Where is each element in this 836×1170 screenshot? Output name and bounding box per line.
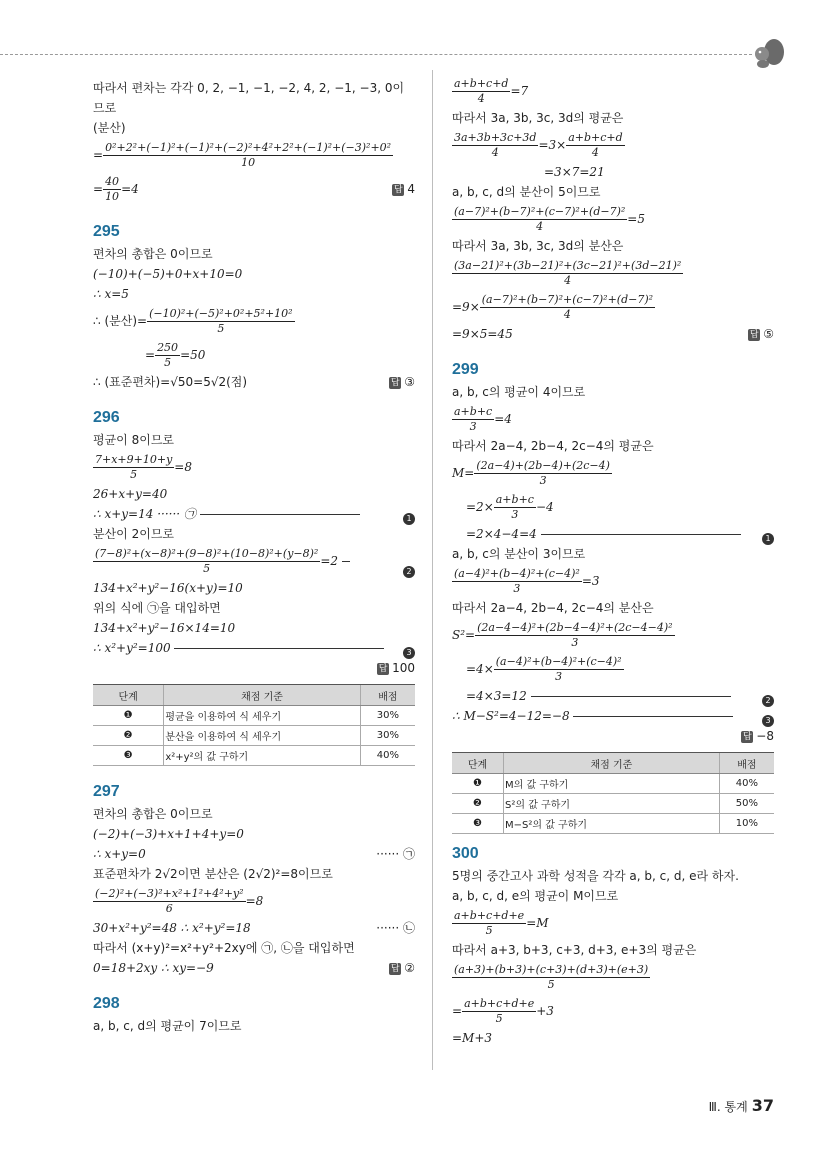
fraction: $\frac{a+b+c+d+e}{5}$	[454, 909, 525, 937]
fraction: $\frac{a+b+c+d}{4}$	[568, 131, 623, 159]
math-line: 26+x+y=40	[93, 487, 168, 501]
answer-icon: 답	[378, 663, 388, 674]
answer-line	[452, 726, 774, 746]
formula-line: = $\frac{250}{5}$ =50	[145, 341, 206, 369]
table-row: ❶ M의 값 구하기 40%	[452, 774, 774, 794]
formula-line: $\frac{\text{(a−7)²+(b−7)²+(c−7)²+(d−7)²}}{4}$ =5	[454, 205, 645, 233]
fraction: $\frac{\text{(−10)²+(−5)²+0²+5²+10²}}{5}$	[149, 307, 293, 335]
fraction: $\frac{7+x+9+10+y}{5}$	[95, 453, 173, 481]
grading-table: 단계 채점 기준 배점 ❶ M의 값 구하기 40% ❷ S²의 값 구하기 50% ❸ M−S²의 값 구하기 10%	[452, 752, 774, 834]
answer-icon: 답	[390, 963, 400, 974]
formula-line: M= $\frac{(2a-4)+(2b-4)+(2c-4)}{3}$	[452, 459, 610, 487]
left-column	[93, 78, 415, 1036]
formula-line: $\frac{\text{(a−4)²+(b−4)²+(c−4)²}}{3}$ =3	[454, 567, 600, 595]
step-2-icon: 2	[762, 695, 774, 707]
math-line: (−2)+(−3)+x+1+4+y=0	[93, 827, 244, 841]
text-line: 따라서 a+3, b+3, c+3, d+3, e+3의 평균은	[452, 943, 697, 957]
problem-number: 297	[93, 783, 120, 800]
fraction: $\frac{(2a-4)+(2b-4)+(2c-4)}{3}$	[476, 459, 610, 487]
formula-line: $\frac{a+b+c+d}{4}$ =7	[454, 77, 529, 105]
math-line: 134+x²+y²−16×14=10	[93, 621, 236, 635]
answer: 답 100	[378, 661, 415, 675]
step-1-icon: 1	[762, 533, 774, 545]
answer: 답 ②	[390, 961, 415, 975]
table-row: ❸ x²+y²의 값 구하기 40%	[93, 746, 415, 766]
formula-line: = $\frac{\text{0²+2²+(−1)²+(−1)²+(−2)²+4²+2²+(−1)²+(−3)²+0²}}{10}$	[93, 141, 392, 169]
math-line: =3×7=21	[544, 165, 605, 179]
step-line: ∴ M−S²=4−12=−8 3	[452, 706, 774, 726]
formula-line: =9× $\frac{\text{(a−7)²+(b−7)²+(c−7)²+(d−7)²}}{4}$	[452, 293, 654, 321]
formula-line: = $\frac{40}{10}$ =4 답 4	[93, 172, 415, 206]
step-1-icon: 1	[403, 513, 415, 525]
text-line: 따라서 3a, 3b, 3c, 3d의 분산은	[452, 239, 624, 253]
table-row: ❶ 평균을 이용하여 식 세우기 30%	[93, 706, 415, 726]
math-line: =M+3	[452, 1031, 493, 1045]
fraction: $\frac{(a+3)+(b+3)+(c+3)+(d+3)+(e+3)}{5}$	[454, 963, 649, 991]
text-line: 따라서 2a−4, 2b−4, 2c−4의 분산은	[452, 601, 654, 615]
text-line: 편차의 총합은 0이므로	[93, 247, 213, 261]
text-line: a, b, c의 분산이 3이므로	[452, 547, 586, 561]
table-row: ❷ S²의 값 구하기 50%	[452, 794, 774, 814]
text-line: a, b, c, d의 평균이 7이므로	[93, 1019, 242, 1033]
header-rule	[0, 54, 752, 55]
text-line: a, b, c, d, e의 평균이 M이므로	[452, 889, 619, 903]
text-line: =9×5=45 답 ⑤	[452, 324, 774, 344]
formula-line: $\frac{a+b+c}{3}$ =4	[454, 405, 512, 433]
table-row: ❸ M−S²의 값 구하기 10%	[452, 814, 774, 834]
answer-line	[93, 658, 415, 678]
formula-line: $\frac{\text{(7−8)²+(x−8)²+(9−8)²+(10−8)²+(y−8)²}}{5}$ =2 2	[93, 544, 415, 578]
text-line: 따라서 3a, 3b, 3c, 3d의 평균은	[452, 111, 624, 125]
section-label: Ⅲ. 통계	[708, 1100, 748, 1114]
text-line: 30+x²+y²=48 ∴ x²+y²=18 ······ ㉡	[93, 921, 415, 935]
column-divider	[432, 70, 433, 1070]
fraction: $\frac{\text{(7−8)²+(x−8)²+(9−8)²+(10−8)²+(y−8)²}}{5}$	[95, 547, 319, 575]
formula-line	[452, 256, 774, 290]
problem-number: 298	[93, 995, 120, 1012]
table-row: ❷ 분산을 이용하여 식 세우기 30%	[93, 726, 415, 746]
answer-icon: 답	[749, 329, 759, 340]
fraction: $\frac{\text{(−2)²+(−3)²+x²+1²+4²+y²}}{6}$	[95, 887, 244, 915]
step-2-icon: 2	[403, 566, 415, 578]
formula-line: =4× $\frac{\text{(a−4)²+(b−4)²+(c−4)²}}{3}$	[466, 655, 622, 683]
fraction: $\frac{a+b+c+d}{4}$	[454, 77, 509, 105]
answer: 답 4	[394, 182, 415, 196]
formula-line: = $\frac{a+b+c+d+e}{5}$ +3	[452, 997, 554, 1025]
text-line: 표준편차가 2√2이면 분산은 (2√2)²=8이므로	[93, 867, 333, 881]
formula-line: $\frac{3a+3b+3c+3d}{4}$ =3× $\frac{a+b+c+d}{4}$	[454, 131, 623, 159]
formula-line: ∴ (분산)= $\frac{\text{(−10)²+(−5)²+0²+5²+10²}}{5}$	[93, 307, 293, 335]
fraction: $\frac{250}{5}$	[157, 341, 179, 369]
fraction: $\frac{\text{(a−4)²+(b−4)²+(c−4)²}}{3}$	[454, 567, 580, 595]
formula-line: $\frac{a+b+c+d+e}{5}$ =M	[454, 909, 549, 937]
text-line: 므로	[93, 101, 117, 115]
fraction: $\frac{\text{0²+2²+(−1)²+(−1)²+(−2)²+4²+2²+(−1)²+(−3)²+0²}}{10}$	[105, 141, 392, 169]
squirrel-mascot-icon	[748, 34, 788, 74]
fraction: $\frac{40}{10}$	[105, 175, 120, 203]
fraction: $\frac{\text{(a−7)²+(b−7)²+(c−7)²+(d−7)²}}{4}$	[481, 293, 654, 321]
step-line: =4×3=12 2	[452, 686, 774, 706]
right-column	[452, 74, 774, 1048]
fraction: $\frac{\text{(a−4)²+(b−4)²+(c−4)²}}{3}$	[495, 655, 622, 683]
problem-number: 300	[452, 845, 479, 862]
text-line: 0=18+2xy ∴ xy=−9 답 ②	[93, 958, 415, 978]
text-line: 분산이 2이므로	[93, 527, 175, 541]
answer: 답 −8	[742, 729, 774, 743]
answer-icon: 답	[394, 184, 403, 195]
text-line: ∴ (표준편차)=√50=5√2(점) 답 ③	[93, 372, 415, 392]
text-line: 따라서 (x+y)²=x²+y²+2xy에 ㉠, ㉡을 대입하면	[93, 941, 355, 955]
answer-icon: 답	[390, 377, 400, 388]
answer: 답 ③	[390, 375, 415, 389]
fraction: $\frac{a+b+c}{3}$	[495, 493, 534, 521]
step-3-icon: 3	[403, 647, 415, 659]
problem-number: 295	[93, 223, 120, 240]
math-line: 134+x²+y²−16(x+y)=10	[93, 581, 243, 595]
answer: 답 ⑤	[749, 327, 774, 341]
text-line: a, b, c, d의 분산이 5이므로	[452, 185, 601, 199]
answer-icon: 답	[742, 731, 752, 742]
text-line: 따라서 2a−4, 2b−4, 2c−4의 평균은	[452, 439, 654, 453]
math-line: ∴ x=5	[93, 287, 129, 301]
fraction: $\frac{\text{(2a−4−4)²+(2b−4−4)²+(2c−4−4)²}}{3}$	[477, 621, 673, 649]
grading-table: 단계 채점 기준 배점 ❶ 평균을 이용하여 식 세우기 30% ❷ 분산을 이용하여 식 세우기 30% ❸ x²+y²의 값 구하기 40%	[93, 684, 415, 766]
fraction: $\frac{\text{(3a−21)²+(3b−21)²+(3c−21)²+(3d−21)²}}{4}$	[454, 259, 682, 287]
page-footer	[709, 1096, 774, 1115]
formula-line: $\frac{7+x+9+10+y}{5}$ =8	[95, 453, 192, 481]
step-3-icon: 3	[762, 715, 774, 727]
text-line: 평균이 8이므로	[93, 433, 175, 447]
formula-line: =2× $\frac{a+b+c}{3}$ −4	[466, 493, 554, 521]
step-line: ∴ x²+y²=100 3	[93, 638, 415, 658]
step-line: =2×4−4=4 1	[452, 524, 774, 544]
fraction: $\frac{\text{(a−7)²+(b−7)²+(c−7)²+(d−7)²}}{4}$	[454, 205, 626, 233]
text-line: 위의 식에 ㉠을 대입하면	[93, 601, 221, 615]
text-line: 5명의 중간고사 과학 성적을 각각 a, b, c, d, e라 하자.	[452, 869, 739, 883]
math-line: (−10)+(−5)+0+x+10=0	[93, 267, 243, 281]
text-line: (분산)	[93, 121, 126, 135]
fraction: $\frac{a+b+c+d+e}{5}$	[464, 997, 535, 1025]
page-number: 37	[751, 1096, 774, 1115]
fraction: $\frac{3a+3b+3c+3d}{4}$	[454, 131, 537, 159]
formula-line	[452, 960, 774, 994]
text-line: 편차의 총합은 0이므로	[93, 807, 213, 821]
problem-number: 299	[452, 361, 479, 378]
text-line: ∴ x+y=0 ······ ㉠	[93, 847, 415, 861]
fraction: $\frac{a+b+c}{3}$	[454, 405, 493, 433]
formula-line: S²= $\frac{\text{(2a−4−4)²+(2b−4−4)²+(2c−4−4)²}}{3}$	[452, 621, 673, 649]
formula-line: $\frac{\text{(−2)²+(−3)²+x²+1²+4²+y²}}{6}$ =8	[95, 887, 264, 915]
problem-number: 296	[93, 409, 120, 426]
text-line: 따라서 편차는 각각 0, 2, −1, −1, −2, 4, 2, −1, −3, 0이	[93, 81, 405, 95]
step-line: ∴ x+y=14 ······ ㉠ 1	[93, 504, 415, 524]
text-line: a, b, c의 평균이 4이므로	[452, 385, 586, 399]
